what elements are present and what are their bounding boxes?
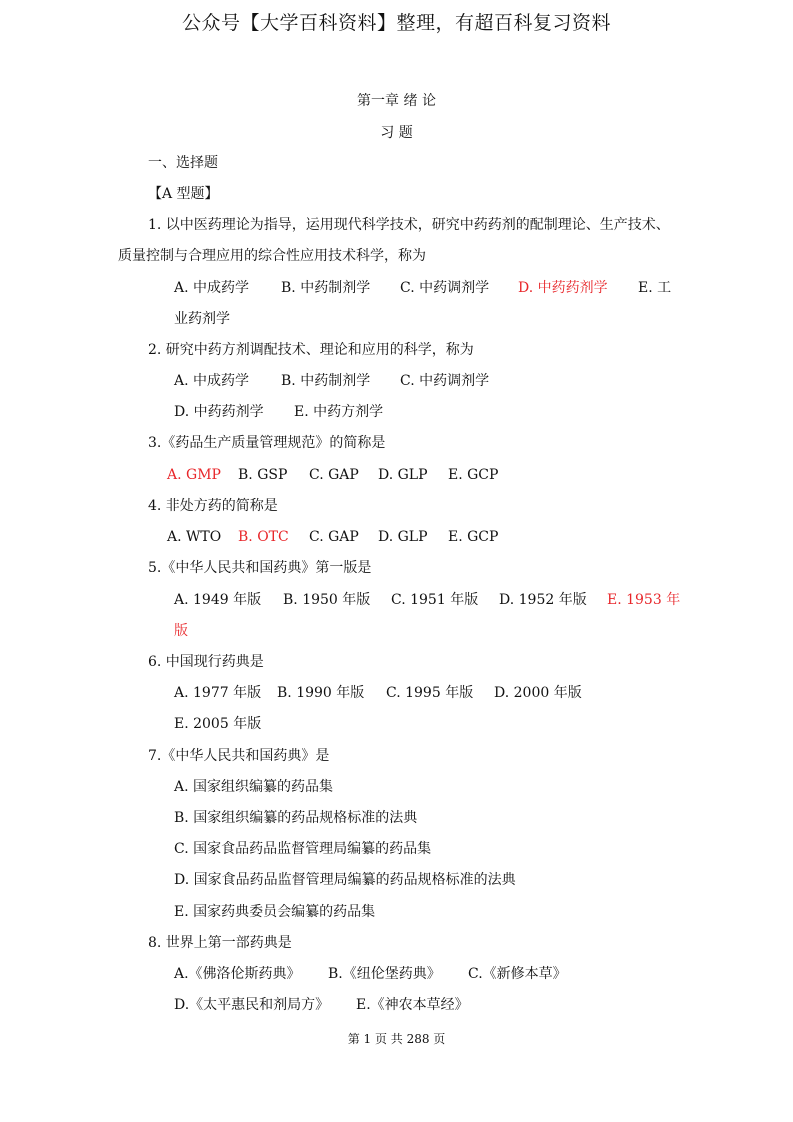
q4-stem: 4. 非处方药的简称是 (148, 498, 278, 514)
q5-stem: 5.《中华人民共和国药典》第一版是 (148, 560, 372, 576)
q3-option-d: D. GLP (378, 467, 428, 483)
q5-option-b: B. 1950 年版 (283, 592, 371, 608)
q5-option-e-answer: E. 1953 年 (607, 592, 681, 608)
q8-stem: 8. 世界上第一部药典是 (148, 935, 292, 951)
part-title: 一、选择题 (148, 155, 218, 171)
section-title: 习 题 (380, 125, 413, 141)
q2-option-b: B. 中药制剂学 (281, 373, 371, 389)
chapter-title: 第一章 绪 论 (357, 93, 436, 109)
q3-option-e: E. GCP (448, 467, 499, 483)
type-label: 【A 型题】 (148, 186, 219, 202)
q1-stem-line1: 1. 以中医药理论为指导，运用现代科学技术，研究中药药剂的配制理论、生产技术、 (148, 217, 670, 233)
q8-option-c: C.《新修本草》 (468, 966, 567, 982)
q6-option-c: C. 1995 年版 (386, 685, 474, 701)
q7-option-b: B. 国家组织编纂的药品规格标准的法典 (174, 810, 418, 826)
q3-option-c: C. GAP (309, 467, 359, 483)
q1-option-e-continued: 业药剂学 (174, 311, 230, 327)
q8-option-d: D.《太平惠民和剂局方》 (174, 997, 330, 1013)
q8-option-b: B.《纽伦堡药典》 (328, 966, 441, 982)
q7-option-c: C. 国家食品药品监督管理局编纂的药品集 (174, 841, 432, 857)
q6-stem: 6. 中国现行药典是 (148, 654, 264, 670)
q5-option-e-answer-continued: 版 (174, 623, 188, 639)
q8-option-a: A.《佛洛伦斯药典》 (174, 966, 301, 982)
q4-option-e: E. GCP (448, 529, 499, 545)
q7-stem: 7.《中华人民共和国药典》是 (148, 748, 330, 764)
q2-option-a: A. 中成药学 (174, 373, 250, 389)
q1-stem-line2: 质量控制与合理应用的综合性应用技术科学，称为 (118, 248, 426, 264)
q5-option-c: C. 1951 年版 (391, 592, 479, 608)
page-header: 公众号【大学百科资料】整理，有超百科复习资料 (181, 12, 611, 34)
q4-option-b-answer: B. OTC (238, 529, 289, 545)
q7-option-e: E. 国家药典委员会编纂的药品集 (174, 904, 376, 920)
q5-option-d: D. 1952 年版 (499, 592, 587, 608)
q6-option-d: D. 2000 年版 (494, 685, 582, 701)
q2-stem: 2. 研究中药方剂调配技术、理论和应用的科学，称为 (148, 342, 474, 358)
page-footer: 第 1 页 共 288 页 (347, 1032, 446, 1046)
q4-option-d: D. GLP (378, 529, 428, 545)
q2-option-e: E. 中药方剂学 (294, 404, 384, 420)
q7-option-d: D. 国家食品药品监督管理局编纂的药品规格标准的法典 (174, 872, 516, 888)
q3-option-a-answer: A. GMP (167, 467, 221, 483)
q4-option-c: C. GAP (309, 529, 359, 545)
q4-option-a: A. WTO (167, 529, 222, 545)
q1-option-e: E. 工 (638, 280, 672, 296)
q6-option-e: E. 2005 年版 (174, 716, 262, 732)
q1-option-d-answer: D. 中药药剂学 (518, 280, 608, 296)
q6-option-b: B. 1990 年版 (277, 685, 365, 701)
q7-option-a: A. 国家组织编纂的药品集 (174, 779, 334, 795)
q1-option-b: B. 中药制剂学 (281, 280, 371, 296)
q2-option-c: C. 中药调剂学 (400, 373, 490, 389)
q3-stem: 3.《药品生产质量管理规范》的简称是 (148, 435, 386, 451)
q6-option-a: A. 1977 年版 (174, 685, 262, 701)
q2-option-d: D. 中药药剂学 (174, 404, 264, 420)
q8-option-e: E.《神农本草经》 (356, 997, 469, 1013)
q5-option-a: A. 1949 年版 (174, 592, 262, 608)
q1-option-c: C. 中药调剂学 (400, 280, 490, 296)
q3-option-b: B. GSP (238, 467, 288, 483)
q1-option-a: A. 中成药学 (174, 280, 250, 296)
